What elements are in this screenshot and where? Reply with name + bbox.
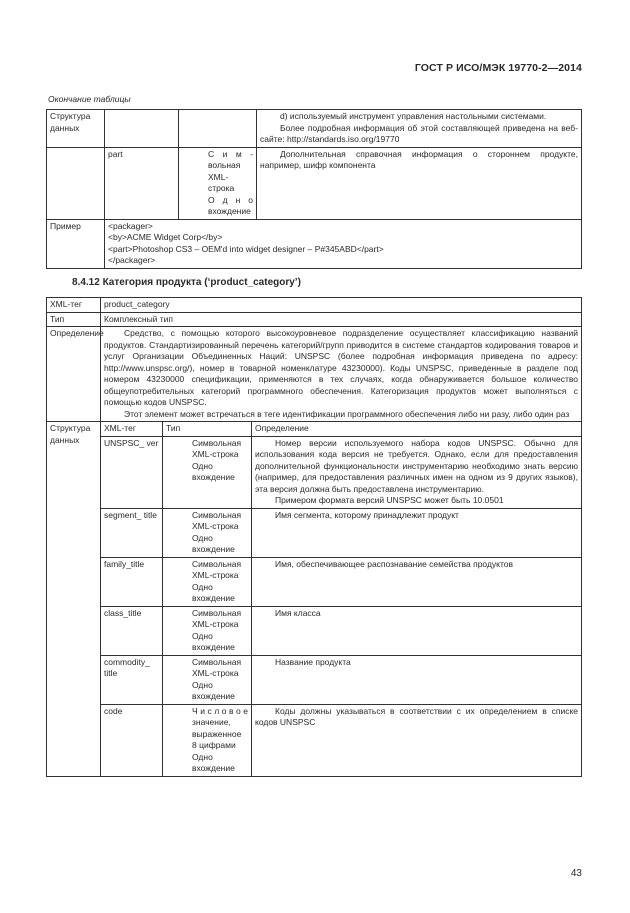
table-row: UNSPSC_ ver Символьная XML-строка Одно вхождение Номер версии используемого набора кодов UNSPSC. Обычно для использования кода версия не требуется. Однако, если для предоставления дополнительной функциональности инструментарию необходимо знать версию (например, для предоставления различных имен на одном из 9 других языков), эта версия должна быть предоставлена инструментарию. Примером формата версий UNSPSC может быть 10.0501 [47, 436, 582, 508]
type-label: Тип [47, 312, 101, 327]
definition-text: Средство, с помощью которого высокоуровневое подразделение осуществляет классификацию названий продуктов. Стандартизированный перечень категорий/групп приводится в системе стандартов кодирования товаров и услуг Организации Объединенных Наций: UNSPSC (более подробная информация приведена по адресу: http://www.unspsc.org/), номер в товарной номенклатуре 43230000). Коды UNSPSC, приведенные в разделе под номером 43230000 спецификации, применяются в тех случаях, когда обнаруживается большое количество общеупотребительных категорий программного обеспечения. Категоризация продуктов может выполняться с помощью кодов UNSPSC. Этот элемент может встречаться в теге идентификации программного обеспечения либо ни разу, либо один раз [101, 327, 582, 422]
column-header: XML-тег [101, 422, 163, 437]
table-row: commodity_ title Символьная XML-строка Одно вхождение Название продукта [47, 655, 582, 704]
type-cell: С и м - вольная XML-строка О д н о вхождение [179, 147, 257, 219]
definition-cell: Дополнительная справочная информация о стороннем продукте, например, шифр компонента [257, 147, 582, 219]
xml-tag-value: product_category [101, 298, 582, 313]
xml-tag-cell: part [105, 147, 179, 219]
structure-label: Структура данных [47, 422, 101, 777]
definition-cell: d) используемый инструмент управления настольными системами. Более подробная информация об этой составляющей приведена на веб-сайте: http://standards.iso.org/19770 [257, 110, 582, 148]
definition-label: Определение [47, 327, 101, 422]
continuation-table [46, 109, 582, 269]
standard-header: ГОСТ Р ИСО/МЭК 19770-2—2014 [414, 62, 582, 74]
example-code: <packager> <by>ACME Widget Corp</by> <part>Photoshop CS3 – OEM'd into widget designer – P#345ABD</part> </packager> [105, 219, 582, 268]
column-header: Тип [163, 422, 252, 437]
table-caption: Окончание таблицы [48, 94, 131, 104]
table-row: code Ч и с л о в о е значение, выраженное 8 цифрами Одно вхождение Коды должны указываться в соответствии с их определением в списке кодов UNSPSC [47, 704, 582, 776]
table-row: class_title Символьная XML-строка Одно вхождение Имя класса [47, 606, 582, 655]
structure-label: Структура данных [47, 110, 105, 148]
section-title: 8.4.12 Категория продукта (‘product_category’) [72, 277, 301, 288]
product-category-table [46, 297, 582, 777]
table-row: segment_ title Символьная XML-строка Одно вхождение Имя сегмента, которому принадлежит продукт [47, 508, 582, 557]
page-number: 43 [570, 868, 582, 879]
xml-tag-label: XML-тег [47, 298, 101, 313]
example-label: Пример [47, 219, 105, 268]
table-row: family_title Символьная XML-строка Одно вхождение Имя, обеспечивающее распознавание семейства продуктов [47, 557, 582, 606]
type-value: Комплексный тип [101, 312, 582, 327]
column-header: Определение [252, 422, 582, 437]
